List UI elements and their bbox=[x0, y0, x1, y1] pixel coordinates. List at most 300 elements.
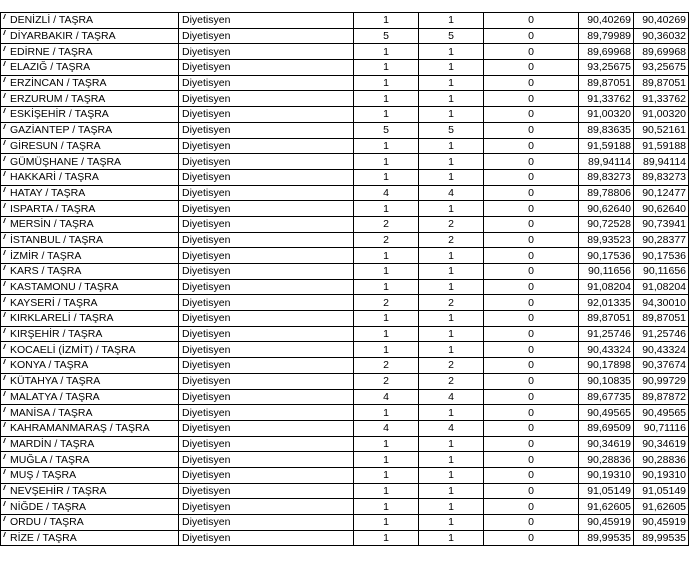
quota-cell: 1 bbox=[354, 91, 419, 107]
table-row bbox=[1, 107, 689, 123]
table-row bbox=[1, 405, 689, 421]
empty-cell: 0 bbox=[484, 389, 579, 405]
placed-cell: 1 bbox=[419, 530, 484, 546]
cell-mark bbox=[3, 375, 8, 380]
quota-cell: 1 bbox=[354, 452, 419, 468]
table-row bbox=[1, 389, 689, 405]
max-score-cell: 89,79989 bbox=[579, 28, 634, 44]
location-text: GAZİANTEP / TAŞRA bbox=[10, 124, 113, 137]
placed-cell: 1 bbox=[419, 107, 484, 123]
location-cell bbox=[1, 13, 179, 29]
quota-cell: 1 bbox=[354, 60, 419, 76]
min-score-cell: 91,00320 bbox=[634, 107, 689, 123]
cell-mark bbox=[3, 171, 8, 176]
cell-mark bbox=[3, 156, 8, 161]
cell-mark bbox=[3, 501, 8, 506]
table-row bbox=[1, 232, 689, 248]
cell-mark bbox=[3, 234, 8, 239]
min-score-cell: 91,25746 bbox=[634, 326, 689, 342]
placed-cell: 4 bbox=[419, 420, 484, 436]
max-score-cell: 90,40269 bbox=[579, 13, 634, 29]
location-cell bbox=[1, 279, 179, 295]
empty-cell: 0 bbox=[484, 452, 579, 468]
cell-mark bbox=[3, 61, 8, 66]
quota-cell: 1 bbox=[354, 467, 419, 483]
table-row bbox=[1, 420, 689, 436]
max-score-cell: 89,69509 bbox=[579, 420, 634, 436]
location-text: MARDİN / TAŞRA bbox=[10, 437, 95, 450]
min-score-cell: 90,12477 bbox=[634, 185, 689, 201]
location-text: ESKİŞEHİR / TAŞRA bbox=[10, 108, 109, 121]
location-text: KAHRAMANMARAŞ / TAŞRA bbox=[10, 422, 150, 435]
quota-cell: 2 bbox=[354, 295, 419, 311]
table-row bbox=[1, 169, 689, 185]
min-score-cell: 90,17536 bbox=[634, 248, 689, 264]
max-score-cell: 91,05149 bbox=[579, 483, 634, 499]
max-score-cell: 90,10835 bbox=[579, 373, 634, 389]
quota-cell: 1 bbox=[354, 436, 419, 452]
empty-cell: 0 bbox=[484, 467, 579, 483]
min-score-cell: 90,40269 bbox=[634, 13, 689, 29]
placed-cell: 1 bbox=[419, 13, 484, 29]
placed-cell: 2 bbox=[419, 373, 484, 389]
min-score-cell: 90,62640 bbox=[634, 201, 689, 217]
job-title-cell: Diyetisyen bbox=[179, 326, 354, 342]
location-cell bbox=[1, 122, 179, 138]
cell-mark bbox=[3, 140, 8, 145]
job-title-cell: Diyetisyen bbox=[179, 467, 354, 483]
quota-cell: 1 bbox=[354, 326, 419, 342]
job-title-cell: Diyetisyen bbox=[179, 169, 354, 185]
job-title-cell: Diyetisyen bbox=[179, 107, 354, 123]
job-title-cell: Diyetisyen bbox=[179, 248, 354, 264]
placement-results-table bbox=[0, 12, 689, 546]
quota-cell: 1 bbox=[354, 499, 419, 515]
min-score-cell: 90,43324 bbox=[634, 342, 689, 358]
placed-cell: 1 bbox=[419, 311, 484, 327]
min-score-cell: 89,69968 bbox=[634, 44, 689, 60]
placed-cell: 1 bbox=[419, 75, 484, 91]
location-text: MUŞ / TAŞRA bbox=[10, 469, 77, 482]
cell-mark bbox=[3, 391, 8, 396]
cell-mark bbox=[3, 14, 8, 19]
location-cell bbox=[1, 75, 179, 91]
quota-cell: 2 bbox=[354, 358, 419, 374]
job-title-cell: Diyetisyen bbox=[179, 389, 354, 405]
location-text: GÜMÜŞHANE / TAŞRA bbox=[10, 155, 122, 168]
quota-cell: 1 bbox=[354, 248, 419, 264]
quota-cell: 1 bbox=[354, 107, 419, 123]
empty-cell: 0 bbox=[484, 311, 579, 327]
job-title-cell: Diyetisyen bbox=[179, 279, 354, 295]
placed-cell: 1 bbox=[419, 279, 484, 295]
empty-cell: 0 bbox=[484, 91, 579, 107]
quota-cell: 1 bbox=[354, 311, 419, 327]
max-score-cell: 90,11656 bbox=[579, 264, 634, 280]
location-text: DENİZLİ / TAŞRA bbox=[10, 14, 94, 27]
cell-mark bbox=[3, 77, 8, 82]
placed-cell: 1 bbox=[419, 169, 484, 185]
cell-mark bbox=[3, 30, 8, 35]
empty-cell: 0 bbox=[484, 373, 579, 389]
placed-cell: 1 bbox=[419, 60, 484, 76]
max-score-cell: 91,59188 bbox=[579, 138, 634, 154]
job-title-cell: Diyetisyen bbox=[179, 483, 354, 499]
quota-cell: 4 bbox=[354, 389, 419, 405]
location-cell bbox=[1, 311, 179, 327]
cell-mark bbox=[3, 485, 8, 490]
min-score-cell: 89,87051 bbox=[634, 311, 689, 327]
job-title-cell: Diyetisyen bbox=[179, 295, 354, 311]
placed-cell: 5 bbox=[419, 28, 484, 44]
location-text: MALATYA / TAŞRA bbox=[10, 390, 100, 403]
location-cell bbox=[1, 467, 179, 483]
min-score-cell: 93,25675 bbox=[634, 60, 689, 76]
max-score-cell: 91,08204 bbox=[579, 279, 634, 295]
job-title-cell: Diyetisyen bbox=[179, 452, 354, 468]
location-cell bbox=[1, 185, 179, 201]
placed-cell: 1 bbox=[419, 326, 484, 342]
job-title-cell: Diyetisyen bbox=[179, 44, 354, 60]
empty-cell: 0 bbox=[484, 405, 579, 421]
empty-cell: 0 bbox=[484, 75, 579, 91]
quota-cell: 1 bbox=[354, 201, 419, 217]
empty-cell: 0 bbox=[484, 107, 579, 123]
location-text: MERSİN / TAŞRA bbox=[10, 218, 94, 231]
location-cell bbox=[1, 515, 179, 531]
location-cell bbox=[1, 373, 179, 389]
min-score-cell: 90,34619 bbox=[634, 436, 689, 452]
min-score-cell: 90,36032 bbox=[634, 28, 689, 44]
location-text: KÜTAHYA / TAŞRA bbox=[10, 375, 101, 388]
job-title-cell: Diyetisyen bbox=[179, 515, 354, 531]
placed-cell: 5 bbox=[419, 122, 484, 138]
quota-cell: 1 bbox=[354, 342, 419, 358]
table-row bbox=[1, 530, 689, 546]
location-cell bbox=[1, 154, 179, 170]
job-title-cell: Diyetisyen bbox=[179, 154, 354, 170]
max-score-cell: 89,78806 bbox=[579, 185, 634, 201]
quota-cell: 2 bbox=[354, 373, 419, 389]
job-title-cell: Diyetisyen bbox=[179, 405, 354, 421]
max-score-cell: 90,17898 bbox=[579, 358, 634, 374]
table-row bbox=[1, 13, 689, 29]
min-score-cell: 90,11656 bbox=[634, 264, 689, 280]
placed-cell: 1 bbox=[419, 44, 484, 60]
location-text: MUĞLA / TAŞRA bbox=[10, 453, 90, 466]
quota-cell: 5 bbox=[354, 28, 419, 44]
job-title-cell: Diyetisyen bbox=[179, 28, 354, 44]
table-row bbox=[1, 295, 689, 311]
min-score-cell: 89,87872 bbox=[634, 389, 689, 405]
max-score-cell: 89,69968 bbox=[579, 44, 634, 60]
cell-mark bbox=[3, 438, 8, 443]
quota-cell: 1 bbox=[354, 483, 419, 499]
max-score-cell: 89,67735 bbox=[579, 389, 634, 405]
cell-mark bbox=[3, 359, 8, 364]
max-score-cell: 89,83635 bbox=[579, 122, 634, 138]
location-text: KASTAMONU / TAŞRA bbox=[10, 281, 119, 294]
quota-cell: 1 bbox=[354, 44, 419, 60]
cell-mark bbox=[3, 297, 8, 302]
min-score-cell: 89,94114 bbox=[634, 154, 689, 170]
placed-cell: 1 bbox=[419, 201, 484, 217]
location-text: ORDU / TAŞRA bbox=[10, 516, 84, 529]
quota-cell: 1 bbox=[354, 405, 419, 421]
min-score-cell: 90,37674 bbox=[634, 358, 689, 374]
max-score-cell: 91,33762 bbox=[579, 91, 634, 107]
location-cell bbox=[1, 216, 179, 232]
cell-mark bbox=[3, 218, 8, 223]
job-title-cell: Diyetisyen bbox=[179, 373, 354, 389]
table-row bbox=[1, 467, 689, 483]
max-score-cell: 91,25746 bbox=[579, 326, 634, 342]
empty-cell: 0 bbox=[484, 436, 579, 452]
placed-cell: 1 bbox=[419, 515, 484, 531]
placed-cell: 1 bbox=[419, 248, 484, 264]
placed-cell: 1 bbox=[419, 452, 484, 468]
location-cell bbox=[1, 358, 179, 374]
cell-mark bbox=[3, 46, 8, 51]
table-row bbox=[1, 28, 689, 44]
empty-cell: 0 bbox=[484, 420, 579, 436]
location-text: İSTANBUL / TAŞRA bbox=[10, 233, 103, 246]
quota-cell: 1 bbox=[354, 154, 419, 170]
job-title-cell: Diyetisyen bbox=[179, 358, 354, 374]
placed-cell: 1 bbox=[419, 499, 484, 515]
table-row bbox=[1, 436, 689, 452]
empty-cell: 0 bbox=[484, 201, 579, 217]
table-row bbox=[1, 279, 689, 295]
job-title-cell: Diyetisyen bbox=[179, 342, 354, 358]
table-row bbox=[1, 60, 689, 76]
max-score-cell: 90,62640 bbox=[579, 201, 634, 217]
location-cell bbox=[1, 169, 179, 185]
cell-mark bbox=[3, 108, 8, 113]
cell-mark bbox=[3, 93, 8, 98]
job-title-cell: Diyetisyen bbox=[179, 232, 354, 248]
empty-cell: 0 bbox=[484, 295, 579, 311]
placed-cell: 1 bbox=[419, 91, 484, 107]
min-score-cell: 91,05149 bbox=[634, 483, 689, 499]
max-score-cell: 89,87051 bbox=[579, 311, 634, 327]
quota-cell: 2 bbox=[354, 216, 419, 232]
min-score-cell: 91,59188 bbox=[634, 138, 689, 154]
min-score-cell: 90,52161 bbox=[634, 122, 689, 138]
cell-mark bbox=[3, 344, 8, 349]
placed-cell: 2 bbox=[419, 216, 484, 232]
location-cell bbox=[1, 138, 179, 154]
location-cell bbox=[1, 499, 179, 515]
min-score-cell: 94,30010 bbox=[634, 295, 689, 311]
job-title-cell: Diyetisyen bbox=[179, 311, 354, 327]
location-cell bbox=[1, 452, 179, 468]
empty-cell: 0 bbox=[484, 530, 579, 546]
min-score-cell: 90,99729 bbox=[634, 373, 689, 389]
empty-cell: 0 bbox=[484, 515, 579, 531]
min-score-cell: 90,45919 bbox=[634, 515, 689, 531]
table-row bbox=[1, 483, 689, 499]
job-title-cell: Diyetisyen bbox=[179, 216, 354, 232]
location-cell bbox=[1, 107, 179, 123]
location-cell bbox=[1, 405, 179, 421]
location-cell bbox=[1, 436, 179, 452]
min-score-cell: 89,83273 bbox=[634, 169, 689, 185]
placed-cell: 2 bbox=[419, 232, 484, 248]
location-text: KIRKLARELİ / TAŞRA bbox=[10, 312, 114, 325]
location-text: HAKKARİ / TAŞRA bbox=[10, 171, 99, 184]
max-score-cell: 91,00320 bbox=[579, 107, 634, 123]
location-cell bbox=[1, 530, 179, 546]
location-cell bbox=[1, 60, 179, 76]
location-cell bbox=[1, 232, 179, 248]
empty-cell: 0 bbox=[484, 232, 579, 248]
max-score-cell: 90,43324 bbox=[579, 342, 634, 358]
min-score-cell: 90,28836 bbox=[634, 452, 689, 468]
min-score-cell: 91,33762 bbox=[634, 91, 689, 107]
location-text: İZMİR / TAŞRA bbox=[10, 249, 82, 262]
min-score-cell: 90,19310 bbox=[634, 467, 689, 483]
cell-mark bbox=[3, 312, 8, 317]
cell-mark bbox=[3, 187, 8, 192]
empty-cell: 0 bbox=[484, 248, 579, 264]
location-cell bbox=[1, 326, 179, 342]
location-cell bbox=[1, 342, 179, 358]
empty-cell: 0 bbox=[484, 264, 579, 280]
location-cell bbox=[1, 295, 179, 311]
placed-cell: 2 bbox=[419, 358, 484, 374]
min-score-cell: 90,71116 bbox=[634, 420, 689, 436]
location-text: GİRESUN / TAŞRA bbox=[10, 139, 101, 152]
table-row bbox=[1, 185, 689, 201]
max-score-cell: 89,99535 bbox=[579, 530, 634, 546]
empty-cell: 0 bbox=[484, 216, 579, 232]
min-score-cell: 91,08204 bbox=[634, 279, 689, 295]
placed-cell: 1 bbox=[419, 342, 484, 358]
empty-cell: 0 bbox=[484, 279, 579, 295]
empty-cell: 0 bbox=[484, 169, 579, 185]
location-cell bbox=[1, 44, 179, 60]
quota-cell: 4 bbox=[354, 185, 419, 201]
placed-cell: 1 bbox=[419, 138, 484, 154]
empty-cell: 0 bbox=[484, 154, 579, 170]
table-row bbox=[1, 216, 689, 232]
location-text: NEVŞEHİR / TAŞRA bbox=[10, 484, 107, 497]
quota-cell: 1 bbox=[354, 515, 419, 531]
quota-cell: 5 bbox=[354, 122, 419, 138]
location-text: DİYARBAKIR / TAŞRA bbox=[10, 30, 116, 43]
location-cell bbox=[1, 420, 179, 436]
empty-cell: 0 bbox=[484, 342, 579, 358]
max-score-cell: 90,17536 bbox=[579, 248, 634, 264]
table-row bbox=[1, 311, 689, 327]
max-score-cell: 90,34619 bbox=[579, 436, 634, 452]
placed-cell: 4 bbox=[419, 185, 484, 201]
min-score-cell: 90,73941 bbox=[634, 216, 689, 232]
quota-cell: 4 bbox=[354, 420, 419, 436]
table-row bbox=[1, 515, 689, 531]
table-row bbox=[1, 264, 689, 280]
table-row bbox=[1, 452, 689, 468]
cell-mark bbox=[3, 328, 8, 333]
location-cell bbox=[1, 248, 179, 264]
max-score-cell: 90,45919 bbox=[579, 515, 634, 531]
location-cell bbox=[1, 201, 179, 217]
min-score-cell: 90,28377 bbox=[634, 232, 689, 248]
empty-cell: 0 bbox=[484, 122, 579, 138]
location-cell bbox=[1, 91, 179, 107]
table-row bbox=[1, 201, 689, 217]
location-text: ERZİNCAN / TAŞRA bbox=[10, 77, 107, 90]
table-row bbox=[1, 154, 689, 170]
location-text: HATAY / TAŞRA bbox=[10, 186, 86, 199]
empty-cell: 0 bbox=[484, 44, 579, 60]
cell-mark bbox=[3, 250, 8, 255]
placed-cell: 1 bbox=[419, 154, 484, 170]
location-cell bbox=[1, 28, 179, 44]
location-text: ERZURUM / TAŞRA bbox=[10, 92, 106, 105]
location-cell bbox=[1, 389, 179, 405]
empty-cell: 0 bbox=[484, 60, 579, 76]
empty-cell: 0 bbox=[484, 499, 579, 515]
placed-cell: 1 bbox=[419, 483, 484, 499]
quota-cell: 2 bbox=[354, 232, 419, 248]
quota-cell: 1 bbox=[354, 169, 419, 185]
quota-cell: 1 bbox=[354, 13, 419, 29]
location-text: NİĞDE / TAŞRA bbox=[10, 500, 87, 513]
table-row bbox=[1, 499, 689, 515]
max-score-cell: 89,93523 bbox=[579, 232, 634, 248]
location-text: KIRŞEHİR / TAŞRA bbox=[10, 328, 103, 341]
quota-cell: 1 bbox=[354, 530, 419, 546]
table-body bbox=[1, 13, 689, 546]
job-title-cell: Diyetisyen bbox=[179, 499, 354, 515]
table-row bbox=[1, 75, 689, 91]
table-row bbox=[1, 358, 689, 374]
max-score-cell: 89,94114 bbox=[579, 154, 634, 170]
table-row bbox=[1, 122, 689, 138]
table-row bbox=[1, 342, 689, 358]
placed-cell: 1 bbox=[419, 405, 484, 421]
cell-mark bbox=[3, 124, 8, 129]
min-score-cell: 90,49565 bbox=[634, 405, 689, 421]
location-cell bbox=[1, 264, 179, 280]
job-title-cell: Diyetisyen bbox=[179, 185, 354, 201]
max-score-cell: 90,28836 bbox=[579, 452, 634, 468]
max-score-cell: 89,87051 bbox=[579, 75, 634, 91]
max-score-cell: 90,49565 bbox=[579, 405, 634, 421]
table-row bbox=[1, 326, 689, 342]
quota-cell: 1 bbox=[354, 75, 419, 91]
job-title-cell: Diyetisyen bbox=[179, 122, 354, 138]
cell-mark bbox=[3, 407, 8, 412]
cell-mark bbox=[3, 454, 8, 459]
location-text: KONYA / TAŞRA bbox=[10, 359, 89, 372]
max-score-cell: 92,01335 bbox=[579, 295, 634, 311]
empty-cell: 0 bbox=[484, 483, 579, 499]
job-title-cell: Diyetisyen bbox=[179, 530, 354, 546]
quota-cell: 1 bbox=[354, 279, 419, 295]
empty-cell: 0 bbox=[484, 326, 579, 342]
placed-cell: 1 bbox=[419, 436, 484, 452]
placed-cell: 1 bbox=[419, 467, 484, 483]
cell-mark bbox=[3, 203, 8, 208]
min-score-cell: 91,62605 bbox=[634, 499, 689, 515]
location-text: KOCAELİ (İZMİT) / TAŞRA bbox=[10, 343, 136, 356]
quota-cell: 1 bbox=[354, 138, 419, 154]
placed-cell: 4 bbox=[419, 389, 484, 405]
location-text: RİZE / TAŞRA bbox=[10, 532, 77, 545]
